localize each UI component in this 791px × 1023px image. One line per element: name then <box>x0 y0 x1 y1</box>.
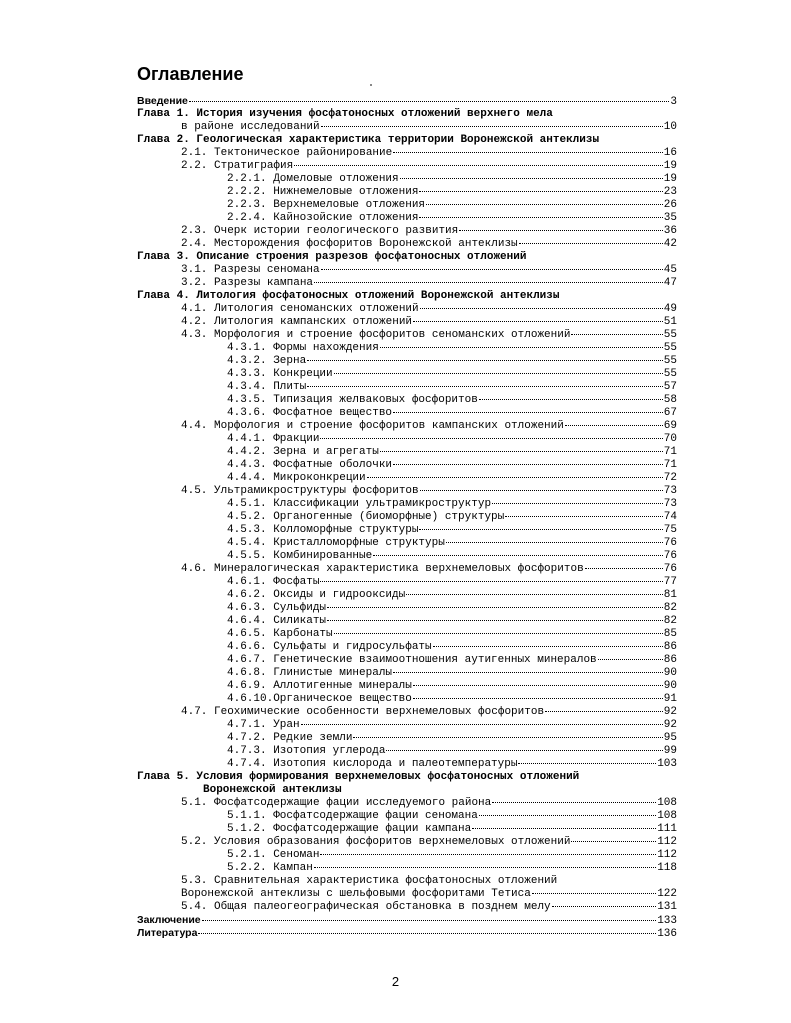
toc-entry-page: 70 <box>663 433 677 445</box>
toc-leader <box>307 360 663 361</box>
toc-entry-title: 4.4.1. Фракции <box>227 433 320 445</box>
toc-entry-page: 122 <box>657 888 677 900</box>
toc-entry-page: 57 <box>663 381 677 393</box>
toc-entry-page: 51 <box>663 316 677 328</box>
toc-leader <box>353 737 662 738</box>
toc-entry-title: 4.4.3. Фосфатные оболочки <box>227 459 393 471</box>
toc-entry-title: 4.6.6. Сульфаты и гидросульфаты <box>227 641 432 653</box>
scan-speck <box>370 84 372 86</box>
toc-entry <box>137 875 677 888</box>
toc-entry-page: 90 <box>663 667 677 679</box>
toc-entry-title: 4.3.5. Типизация желваковых фосфоритов <box>227 394 478 406</box>
toc-leader <box>420 490 663 491</box>
toc-entry <box>137 108 677 121</box>
toc-entry <box>137 680 677 693</box>
toc-leader <box>393 152 663 153</box>
toc-entry-title: 2.1. Тектоническое районирование <box>181 147 393 159</box>
toc-entry-title: Заключение <box>137 914 201 926</box>
toc-entry-title: Глава 2. Геологическая характеристика территории Воронежской антеклизы <box>137 134 600 146</box>
toc-entry-title: 4.7.1. Уран <box>227 719 300 731</box>
toc-entry-title: Воронежской антеклизы <box>203 784 342 796</box>
toc-entry-page: 16 <box>663 147 677 159</box>
toc-entry <box>137 706 677 719</box>
toc-entry <box>137 641 677 654</box>
toc-entry-title: 4.3.2. Зерна <box>227 355 307 367</box>
toc-leader <box>202 920 657 921</box>
toc-entry-title: 2.2.4. Кайнозойские отложения <box>227 212 419 224</box>
toc-entry-title: 5.3. Сравнительная характеристика фосфатоносных отложений <box>181 875 558 887</box>
toc-leader <box>307 386 663 387</box>
toc-leader <box>393 672 663 673</box>
toc-entry <box>137 459 677 472</box>
toc-entry-page: 55 <box>663 368 677 380</box>
toc-entry-title: 4.3.6. Фосфатное вещество <box>227 407 393 419</box>
toc-entry-title: 5.2.1. Сеноман <box>227 849 320 861</box>
toc-entry-page: 19 <box>663 173 677 185</box>
toc-entry <box>137 199 677 212</box>
toc-entry <box>137 589 677 602</box>
toc-entry-title: Глава 5. Условия формирования верхнемеловых фосфатоносных отложений <box>137 771 580 783</box>
toc-entry-page: 58 <box>663 394 677 406</box>
toc-entry-page: 108 <box>657 797 677 809</box>
toc-leader <box>320 581 662 582</box>
toc-entry-title: 4.3.3. Конкреции <box>227 368 333 380</box>
toc-entry-title: 4.3.1. Формы нахождения <box>227 342 379 354</box>
toc-entry-title: 4.7.2. Редкие земли <box>227 732 353 744</box>
toc-leader <box>472 828 656 829</box>
toc-entry-page: 131 <box>657 901 677 913</box>
toc-entry-title: 4.7.3. Изотопия углерода <box>227 745 386 757</box>
toc-entry-page: 73 <box>663 485 677 497</box>
toc-entry-page: 92 <box>663 719 677 731</box>
toc-entry-page: 91 <box>663 693 677 705</box>
toc-entry <box>137 472 677 485</box>
toc-entry <box>137 732 677 745</box>
toc-entry <box>137 433 677 446</box>
toc-entry-title: 4.5. Ультрамикроструктуры фосфоритов <box>181 485 419 497</box>
toc-entry-page: 99 <box>663 745 677 757</box>
toc-leader <box>413 685 663 686</box>
toc-leader <box>321 126 663 127</box>
toc-leader <box>327 620 663 621</box>
toc-leader <box>518 763 656 764</box>
toc-entry-title: 4.6. Минералогическая характеристика верхнемеловых фосфоритов <box>181 563 584 575</box>
toc-entry-page: 72 <box>663 472 677 484</box>
toc-entry-title: 4.5.2. Органогенные (биоморфные) структуры <box>227 511 505 523</box>
toc-entry <box>137 719 677 732</box>
toc-entry-title: 4.6.1. Фосфаты <box>227 576 320 588</box>
toc-entry <box>137 446 677 459</box>
toc-entry <box>137 693 677 706</box>
toc-entry <box>137 537 677 550</box>
toc-entry-page: 95 <box>663 732 677 744</box>
toc-entry-page: 47 <box>663 277 677 289</box>
toc-entry-title: 4.2. Литология кампанских отложений <box>181 316 413 328</box>
toc-entry <box>137 511 677 524</box>
toc-entry-page: 76 <box>663 563 677 575</box>
toc-entry-page: 36 <box>663 225 677 237</box>
toc-entry-title: 5.4. Общая палеогеографическая обстановка в позднем мелу <box>181 901 551 913</box>
toc-entry-page: 81 <box>663 589 677 601</box>
toc-leader <box>571 841 656 842</box>
toc-entry-page: 82 <box>663 602 677 614</box>
toc-entry-title: 4.7. Геохимические особенности верхнемеловых фосфоритов <box>181 706 545 718</box>
toc-leader <box>393 464 663 465</box>
toc-entry-page: 3 <box>670 96 677 108</box>
toc-leader <box>565 425 663 426</box>
toc-entry-title: 4.5.1. Классификации ультрамикроструктур <box>227 498 492 510</box>
table-of-contents <box>137 95 677 940</box>
toc-entry <box>137 888 677 901</box>
toc-entry-page: 103 <box>657 758 677 770</box>
toc-entry-title: 3.2. Разрезы кампана <box>181 277 314 289</box>
toc-leader <box>545 711 663 712</box>
toc-entry <box>137 836 677 849</box>
toc-entry-title: 2.2.1. Домеловые отложения <box>227 173 399 185</box>
toc-entry-title: в районе исследований <box>181 121 320 133</box>
toc-leader <box>571 334 662 335</box>
toc-entry-page: 133 <box>657 915 677 927</box>
toc-entry-page: 90 <box>663 680 677 692</box>
toc-leader <box>479 399 663 400</box>
toc-entry-title: 4.6.2. Оксиды и гидрооксиды <box>227 589 406 601</box>
toc-leader <box>380 451 663 452</box>
toc-entry <box>137 186 677 199</box>
toc-entry <box>137 654 677 667</box>
toc-leader <box>189 101 670 102</box>
toc-entry-title: 4.4.4. Микроконкреции <box>227 472 366 484</box>
page-number: 2 <box>391 974 400 989</box>
toc-entry <box>137 264 677 277</box>
toc-entry <box>137 212 677 225</box>
toc-leader <box>413 321 663 322</box>
toc-entry-title: 4.6.3. Сульфиды <box>227 602 327 614</box>
toc-entry-page: 71 <box>663 446 677 458</box>
toc-entry <box>137 420 677 433</box>
toc-entry <box>137 862 677 875</box>
toc-leader <box>459 230 663 231</box>
toc-entry <box>137 251 677 264</box>
toc-entry <box>137 290 677 303</box>
toc-entry-title: 3.1. Разрезы сеномана <box>181 264 320 276</box>
toc-entry-title: 4.6.4. Силикаты <box>227 615 327 627</box>
toc-leader <box>419 217 662 218</box>
toc-entry-page: 86 <box>663 641 677 653</box>
toc-entry <box>137 602 677 615</box>
toc-entry <box>137 823 677 836</box>
toc-entry-page: 75 <box>663 524 677 536</box>
toc-leader <box>301 724 663 725</box>
toc-leader <box>367 477 663 478</box>
toc-entry-page: 112 <box>657 836 677 848</box>
toc-entry <box>137 810 677 823</box>
toc-entry-title: 4.6.9. Аллотигенные минералы <box>227 680 412 692</box>
toc-entry <box>137 238 677 251</box>
toc-entry-title: 4.5.3. Колломорфные структуры <box>227 524 419 536</box>
toc-entry-page: 26 <box>663 199 677 211</box>
toc-entry <box>137 927 677 940</box>
toc-entry-title: 5.1.1. Фосфатсодержащие фации сеномана <box>227 810 478 822</box>
toc-leader <box>198 933 656 934</box>
toc-leader <box>386 750 662 751</box>
toc-leader <box>320 438 662 439</box>
toc-entry-title: 4.7.4. Изотопия кислорода и палеотемпературы <box>227 758 518 770</box>
toc-entry-title: Литература <box>137 927 198 939</box>
toc-entry-page: 55 <box>663 329 677 341</box>
toc-entry <box>137 498 677 511</box>
toc-entry-title: 4.4. Морфология и строение фосфоритов кампанских отложений <box>181 420 564 432</box>
toc-leader <box>413 698 663 699</box>
toc-entry-page: 76 <box>663 537 677 549</box>
toc-entry-title: 2.3. Очерк истории геологического развития <box>181 225 459 237</box>
toc-entry-page: 136 <box>657 928 677 940</box>
toc-entry-title: Введение <box>137 95 188 107</box>
toc-leader <box>552 906 657 907</box>
toc-entry-title: 4.6.7. Генетические взаимоотношения аутигенных минералов <box>227 654 597 666</box>
toc-leader <box>314 867 656 868</box>
toc-entry-title: Глава 3. Описание строения разрезов фосфатоносных отложений <box>137 251 527 263</box>
toc-entry <box>137 95 677 108</box>
toc-leader <box>327 607 663 608</box>
toc-entry <box>137 914 677 927</box>
toc-entry-page: 77 <box>663 576 677 588</box>
toc-leader <box>532 893 656 894</box>
toc-entry <box>137 758 677 771</box>
toc-leader <box>419 529 662 530</box>
toc-leader <box>492 802 656 803</box>
page-title: Оглавление <box>137 64 244 84</box>
toc-entry <box>137 225 677 238</box>
toc-leader <box>433 646 663 647</box>
toc-entry <box>137 121 677 134</box>
toc-leader <box>393 412 663 413</box>
toc-leader <box>598 659 663 660</box>
toc-entry-title: 4.6.5. Карбонаты <box>227 628 333 640</box>
toc-entry-title: 2.4. Месторождения фосфоритов Воронежской антеклизы <box>181 238 518 250</box>
toc-entry <box>137 615 677 628</box>
toc-entry <box>137 329 677 342</box>
toc-entry-page: 74 <box>663 511 677 523</box>
toc-entry-page: 71 <box>663 459 677 471</box>
toc-entry <box>137 745 677 758</box>
toc-leader <box>420 308 663 309</box>
toc-entry <box>137 173 677 186</box>
toc-entry <box>137 524 677 537</box>
toc-leader <box>320 854 656 855</box>
toc-entry <box>137 147 677 160</box>
toc-entry-title: 4.1. Литология сеноманских отложений <box>181 303 419 315</box>
toc-entry <box>137 667 677 680</box>
toc-entry-page: 112 <box>657 849 677 861</box>
toc-entry-title: 5.1.2. Фосфатсодержащие фации кампана <box>227 823 472 835</box>
toc-entry-page: 92 <box>663 706 677 718</box>
toc-entry <box>137 563 677 576</box>
toc-leader <box>321 269 663 270</box>
toc-entry <box>137 784 677 797</box>
toc-entry-page: 55 <box>663 342 677 354</box>
toc-entry <box>137 550 677 563</box>
toc-leader <box>585 568 663 569</box>
toc-leader <box>314 282 663 283</box>
toc-entry <box>137 849 677 862</box>
toc-entry-page: 10 <box>663 121 677 133</box>
toc-leader <box>419 191 662 192</box>
toc-entry <box>137 901 677 914</box>
toc-entry-page: 23 <box>663 186 677 198</box>
toc-entry-title: 4.5.5. Комбинированные <box>227 550 373 562</box>
toc-leader <box>294 165 663 166</box>
toc-entry-page: 118 <box>657 862 677 874</box>
toc-entry <box>137 342 677 355</box>
toc-leader <box>373 555 663 556</box>
toc-entry-title: 4.3. Морфология и строение фосфоритов сеноманских отложений <box>181 329 571 341</box>
toc-entry-page: 73 <box>663 498 677 510</box>
toc-entry-title: 4.4.2. Зерна и агрегаты <box>227 446 379 458</box>
toc-entry-page: 19 <box>663 160 677 172</box>
toc-entry-page: 111 <box>657 823 677 835</box>
toc-entry-page: 67 <box>663 407 677 419</box>
toc-entry-title: 5.2. Условия образования фосфоритов верхнемеловых отложений <box>181 836 571 848</box>
toc-entry-page: 108 <box>657 810 677 822</box>
toc-entry-title: Глава 1. История изучения фосфатоносных отложений верхнего мела <box>137 108 553 120</box>
toc-leader <box>380 347 663 348</box>
toc-entry <box>137 407 677 420</box>
toc-entry-page: 85 <box>663 628 677 640</box>
toc-entry-page: 69 <box>663 420 677 432</box>
toc-entry-page: 45 <box>663 264 677 276</box>
toc-leader <box>406 594 663 595</box>
toc-entry-title: Глава 4. Литология фосфатоносных отложений Воронежской антеклизы <box>137 290 560 302</box>
toc-entry-title: Воронежской антеклизы с шельфовыми фосфоритами Тетиса <box>181 888 531 900</box>
toc-entry <box>137 576 677 589</box>
toc-entry <box>137 316 677 329</box>
toc-entry <box>137 797 677 810</box>
toc-entry-page: 86 <box>663 654 677 666</box>
toc-entry-page: 49 <box>663 303 677 315</box>
toc-entry <box>137 303 677 316</box>
toc-entry-title: 5.2.2. Кампан <box>227 862 313 874</box>
toc-entry-title: 4.3.4. Плиты <box>227 381 307 393</box>
toc-leader <box>505 516 663 517</box>
toc-leader <box>334 633 663 634</box>
toc-leader <box>479 815 656 816</box>
toc-entry <box>137 160 677 173</box>
toc-entry <box>137 277 677 290</box>
toc-entry-page: 55 <box>663 355 677 367</box>
toc-leader <box>492 503 663 504</box>
toc-entry-page: 82 <box>663 615 677 627</box>
toc-entry <box>137 628 677 641</box>
toc-entry-page: 35 <box>663 212 677 224</box>
toc-entry <box>137 381 677 394</box>
toc-entry-title: 2.2.2. Нижнемеловые отложения <box>227 186 419 198</box>
toc-entry-title: 5.1. Фосфатсодержащие фации исследуемого района <box>181 797 492 809</box>
toc-leader <box>446 542 663 543</box>
toc-entry <box>137 485 677 498</box>
toc-entry-title: 4.5.4. Кристалломорфные структуры <box>227 537 445 549</box>
toc-entry <box>137 368 677 381</box>
toc-entry-page: 76 <box>663 550 677 562</box>
toc-entry-page: 42 <box>663 238 677 250</box>
toc-entry-title: 4.6.10.Органическое вещество <box>227 693 412 705</box>
toc-leader <box>400 178 663 179</box>
toc-entry-title: 4.6.8. Глинистые минералы <box>227 667 393 679</box>
toc-entry <box>137 355 677 368</box>
toc-entry <box>137 134 677 147</box>
toc-leader <box>519 243 663 244</box>
toc-entry-title: 2.2. Стратиграфия <box>181 160 294 172</box>
toc-entry <box>137 771 677 784</box>
toc-entry-title: 2.2.3. Верхнемеловые отложения <box>227 199 426 211</box>
toc-entry <box>137 394 677 407</box>
toc-leader <box>334 373 663 374</box>
toc-leader <box>426 204 663 205</box>
